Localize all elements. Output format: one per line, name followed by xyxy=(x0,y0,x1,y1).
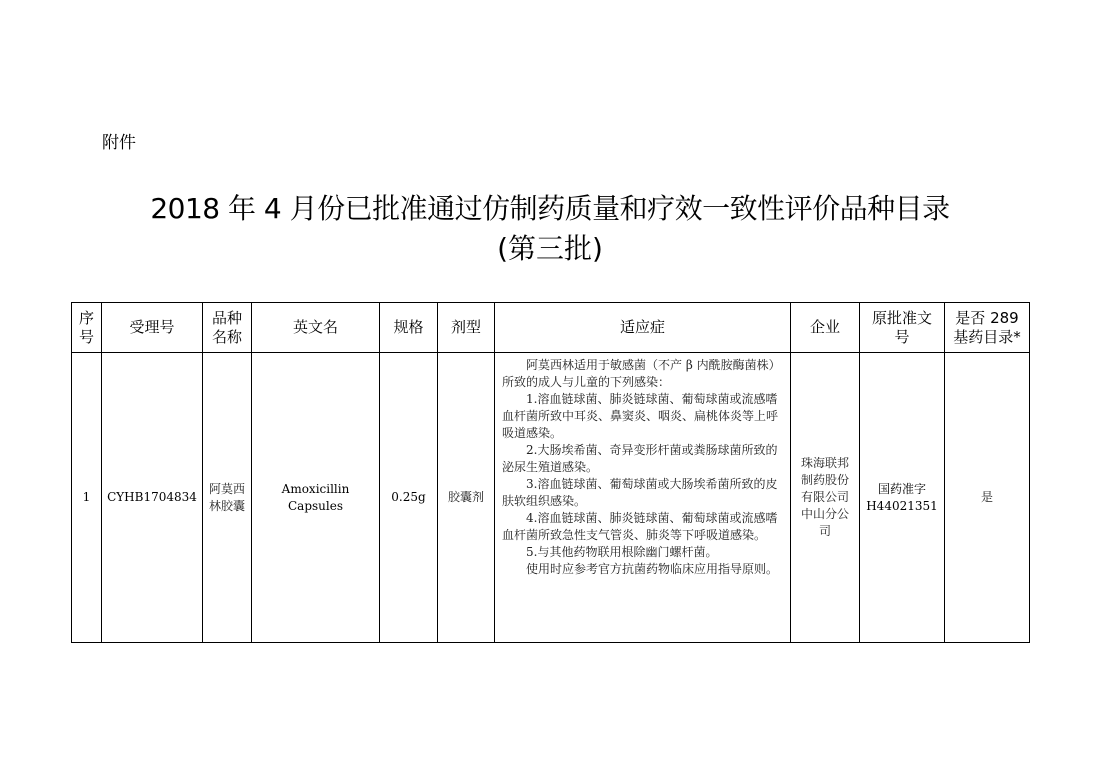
table-row xyxy=(72,353,1030,643)
indication-paragraph: 4.溶血链球菌、肺炎链球菌、葡萄球菌或流感嗜血杆菌所致急性支气管炎、肺炎等下呼吸道感染。 xyxy=(502,511,778,542)
document-subtitle: (第三批) xyxy=(497,232,603,265)
indication-paragraph: 使用时应参考官方抗菌药物临床应用指导原则。 xyxy=(526,562,779,576)
indication-paragraph: 5.与其他药物联用根除幽门螺杆菌。 xyxy=(526,545,718,559)
header-company: 企业 xyxy=(791,303,860,353)
cell-dosage-form: 胶囊剂 xyxy=(438,353,495,643)
cell-seq: 1 xyxy=(72,353,102,643)
header-product-name: 品种名称 xyxy=(203,303,252,353)
header-english-name: 英文名 xyxy=(252,303,380,353)
cell-essential-list: 是 xyxy=(945,353,1030,643)
cell-english-name: Amoxicillin Capsules xyxy=(252,353,380,643)
indication-paragraph: 1.溶血链球菌、肺炎链球菌、葡萄球菌或流感嗜血杆菌所致中耳炎、鼻窦炎、咽炎、扁桃体炎等上呼吸道感染。 xyxy=(502,392,779,440)
header-dosage-form: 剂型 xyxy=(438,303,495,353)
header-acceptance-no: 受理号 xyxy=(102,303,203,353)
cell-indications xyxy=(495,353,791,643)
cell-spec: 0.25g xyxy=(380,353,438,643)
indication-paragraph: 阿莫西林适用于敏感菌（不产 β 内酰胺酶菌株）所致的成人与儿童的下列感染： xyxy=(502,358,781,389)
cell-approval-no: 国药准字 H44021351 xyxy=(860,353,945,643)
cell-company: 珠海联邦制药股份有限公司中山分公司 xyxy=(791,353,860,643)
indication-paragraph: 2.大肠埃希菌、奇异变形杆菌或粪肠球菌所致的泌尿生殖道感染。 xyxy=(502,443,778,474)
header-indications: 适应症 xyxy=(495,303,791,353)
document-title: 2018 年 4 月份已批准通过仿制药质量和疗效一致性评价品种目录 xyxy=(150,192,950,225)
header-essential-list: 是否 289 基药目录* xyxy=(945,303,1030,353)
attachment-label: 附件 xyxy=(102,133,136,153)
header-seq: 序号 xyxy=(72,303,102,353)
header-spec: 规格 xyxy=(380,303,438,353)
table-header-row xyxy=(72,303,1030,353)
indication-paragraph: 3.溶血链球菌、葡萄球菌或大肠埃希菌所致的皮肤软组织感染。 xyxy=(502,477,778,508)
cell-acceptance-no: CYHB1704834 xyxy=(102,353,203,643)
cell-product-name: 阿莫西林胶囊 xyxy=(203,353,252,643)
drug-catalog-table xyxy=(71,302,1030,643)
header-approval-no: 原批准文号 xyxy=(860,303,945,353)
